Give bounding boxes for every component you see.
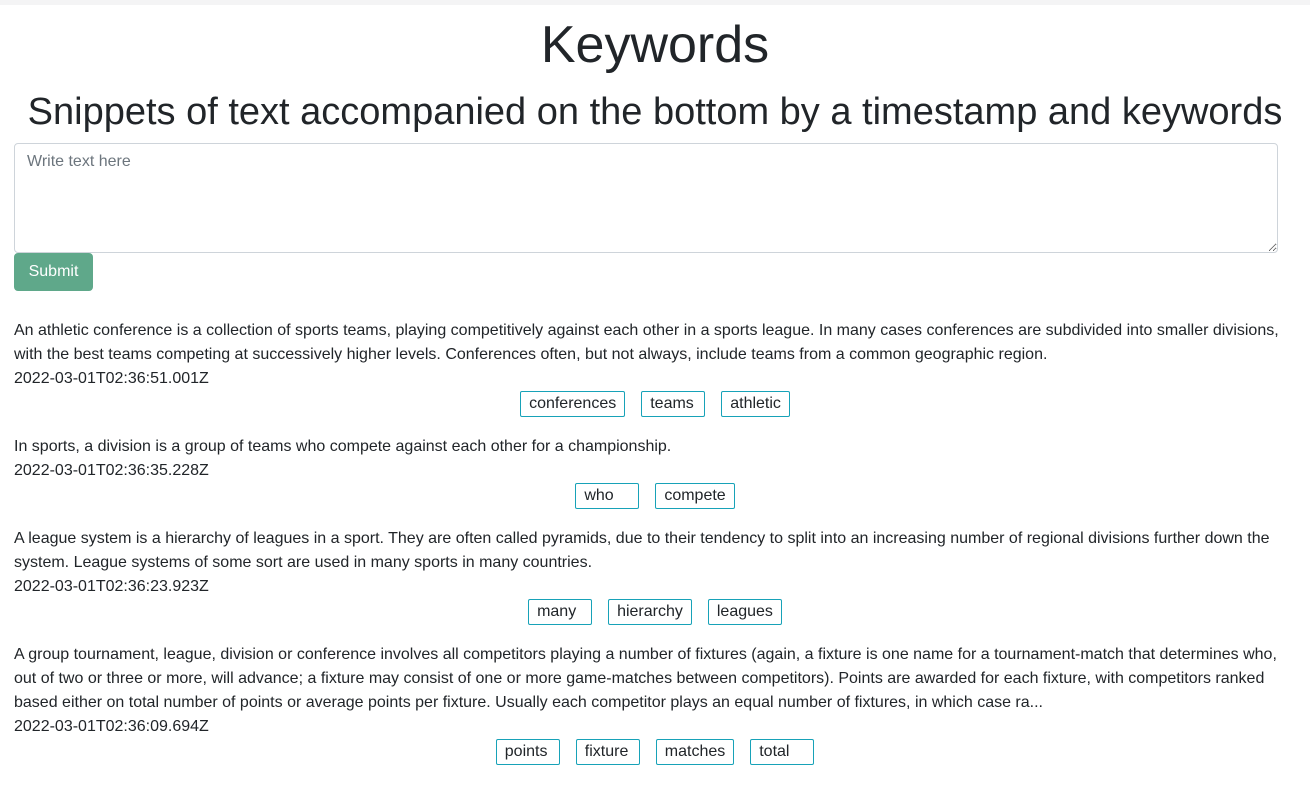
- entry-timestamp: 2022-03-01T02:36:23.923Z: [14, 578, 209, 595]
- entry-text: A league system is a hierarchy of leagues in a sport. They are often called pyramids, due to their tendency to split into an increasing number of regional divisions further down the system. League systems of some sort are used in many sports in many countries.: [14, 530, 1270, 571]
- entry-item: [14, 527, 1296, 625]
- entry-text: An athletic conference is a collection of sports teams, playing competitively against each other in a sports league. In many cases conferences are subdivided into smaller divisions, with the best teams competing at successively higher levels. Conferences often, but not always, include teams from a common geographic region.: [14, 322, 1279, 363]
- submit-button[interactable]: Submit: [14, 253, 93, 291]
- page-subtitle: Snippets of text accompanied on the bottom by a timestamp and keywords: [27, 91, 1283, 133]
- top-bar: [0, 0, 1310, 5]
- entry-timestamp: 2022-03-01T02:36:35.228Z: [14, 462, 209, 479]
- entry-text: In sports, a division is a group of teams who compete against each other for a championship.: [14, 438, 672, 455]
- keyword-badge: many: [528, 599, 592, 625]
- page-title: Keywords: [540, 16, 770, 74]
- keyword-badge: total: [750, 739, 814, 765]
- entry-item: [14, 319, 1296, 417]
- keyword-badge: fixture: [576, 739, 640, 765]
- entry-item: [14, 435, 1296, 509]
- keyword-badge: who: [575, 483, 639, 509]
- keyword-badge: athletic: [721, 391, 790, 417]
- keyword-badge: teams: [641, 391, 705, 417]
- keyword-badge: hierarchy: [608, 599, 692, 625]
- entry-text: A group tournament, league, division or conference involves all competitors playing a number of fixtures (again, a fixture is one name for a tournament-match that determines who, out of two or three or more, will advance; a fixture may consist of one or more game-matches between competitors). Points are awarded for each fixture, with competitors ranked based either on total number of points or average points per fixture. Usually each competitor plays an equal number of fixtures, in which case ra...: [14, 646, 1277, 711]
- entry-timestamp: 2022-03-01T02:36:51.001Z: [14, 370, 209, 387]
- entry-timestamp: 2022-03-01T02:36:09.694Z: [14, 718, 209, 735]
- keyword-badge: matches: [656, 739, 734, 765]
- keyword-badge: points: [496, 739, 560, 765]
- entry-item: [14, 643, 1296, 765]
- keyword-list: [14, 483, 1296, 509]
- entry-list: [14, 319, 1296, 765]
- keyword-list: [14, 599, 1296, 625]
- keyword-badge: leagues: [708, 599, 782, 625]
- keyword-list: [14, 391, 1296, 417]
- keyword-list: [14, 739, 1296, 765]
- main-container: [0, 13, 1310, 765]
- keyword-badge: compete: [655, 483, 734, 509]
- text-input[interactable]: [14, 143, 1278, 253]
- keyword-badge: conferences: [520, 391, 625, 417]
